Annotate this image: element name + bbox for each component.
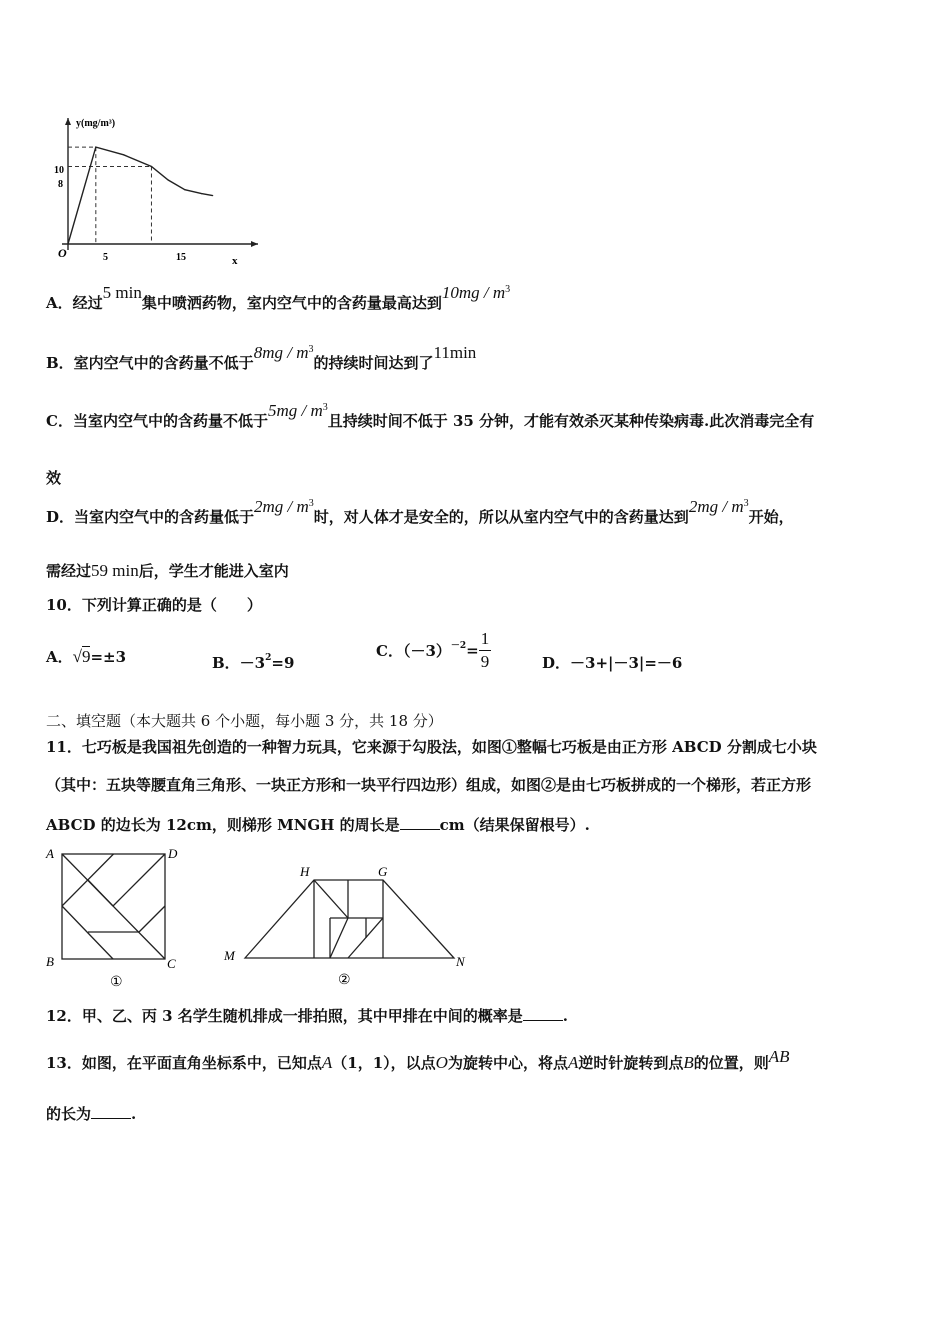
tangram-trapezoid-figure	[218, 856, 478, 991]
y-axis-arrow	[65, 118, 71, 125]
answer-blank[interactable]	[91, 1104, 131, 1119]
q10-option-a: A．√9=±3	[46, 647, 127, 666]
q11-line-1: 11．七巧板是我国祖先创造的一种智力玩具，它来源于勾股法，如图①整幅七巧板是由正方形 ABCD 分割成七小块	[46, 738, 817, 756]
q9-option-b: B．室内空气中的含药量不低于$8mg / m^3$的持续时间达到了11min	[46, 343, 477, 372]
data-point-7	[212, 195, 213, 196]
data-point-1	[95, 146, 96, 147]
section-2-heading: 二、填空题（本大题共 6 个小题，每小题 3 分，共 18 分）	[46, 712, 443, 730]
x-axis-label: x	[232, 255, 238, 267]
fig1-label-c: C	[167, 956, 176, 971]
sqrt-sign: √	[72, 647, 82, 666]
fig1-label-b: B	[46, 954, 54, 969]
y-tick-10: 10	[54, 165, 64, 176]
q9-option-c: C．当室内空气中的含药量不低于$5mg / m^3$且持续时间不低于 35 分钟，才能有效杀灭某种传染病毒.此次消毒完全有	[46, 401, 815, 430]
data-point-2	[123, 154, 124, 155]
q9-option-d-cont: 需经过59 min后，学生才能进入室内	[46, 561, 289, 580]
series-line	[68, 147, 213, 244]
y-axis-label: y(mg/m³)	[76, 118, 116, 129]
fraction-one-ninth: $\frac{1}{9}$	[480, 629, 490, 671]
fig1-caption: ①	[110, 975, 123, 990]
q9-option-c-cont: 效	[46, 469, 62, 487]
answer-blank[interactable]	[400, 815, 440, 830]
arc-ab: AB	[768, 1047, 790, 1066]
q11-line-2: （其中：五块等腰直角三角形、一块正方形和一块平行四边形）组成，如图②是由七巧板拼成的一个梯形，若正方形	[46, 776, 812, 794]
data-point-4	[168, 179, 169, 180]
origin-label: O	[58, 246, 67, 260]
fig2-label-g: G	[378, 864, 388, 879]
drug-concentration-chart	[40, 110, 280, 270]
fig2-label-h: H	[300, 864, 310, 879]
fig2-label-m: M	[224, 948, 235, 963]
answer-blank[interactable]	[523, 1006, 563, 1021]
y-tick-8: 8	[58, 179, 63, 190]
data-point-5	[184, 189, 185, 190]
q9-option-a: A．经过5 min集中喷洒药物，室内空气中的含药量最高达到$10mg / m^3$	[46, 283, 511, 312]
q9-option-d: D．当室内空气中的含药量低于$2mg / m^3$时，对人体才是安全的，所以从室内空气中的含药量达到$2mg / m^3$开始，	[46, 497, 794, 526]
q12-text: 12．甲、乙、丙 3 名学生随机排成一排拍照，其中甲排在中间的概率是 .	[46, 1007, 568, 1025]
q10-option-b: B．$-3^2=9$	[212, 653, 295, 672]
x-tick-15: 15	[176, 252, 186, 263]
q13-line-1: 13．如图，在平面直角坐标系中，已知点A（1，1），以点O为旋转中心，将点A逆时针旋转到点B的位置，则AB	[46, 1047, 790, 1072]
q11-line-3: ABCD 的边长为 12cm，则梯形 MNGH 的周长是 cm（结果保留根号）.	[46, 816, 590, 834]
q10-option-d: D．－3+|－3|=－6	[542, 654, 683, 672]
data-point-0	[67, 243, 68, 244]
x-tick-5: 5	[103, 252, 108, 263]
data-point-3	[151, 166, 152, 167]
fig2-label-n: N	[456, 954, 465, 969]
data-point-6	[201, 193, 202, 194]
fig1-label-a: A	[46, 846, 54, 861]
q13-line-2: 的长为 .	[46, 1105, 137, 1123]
q10-option-c: C．$(-3)^{-2}=$ $\frac{1}{9}$	[376, 629, 490, 671]
tangram-square-figure	[40, 842, 190, 992]
fig1-label-d: D	[168, 846, 178, 861]
fig2-caption: ②	[338, 973, 351, 988]
x-axis-arrow	[251, 241, 258, 247]
q10-stem: 10．下列计算正确的是（ ）	[46, 596, 262, 614]
